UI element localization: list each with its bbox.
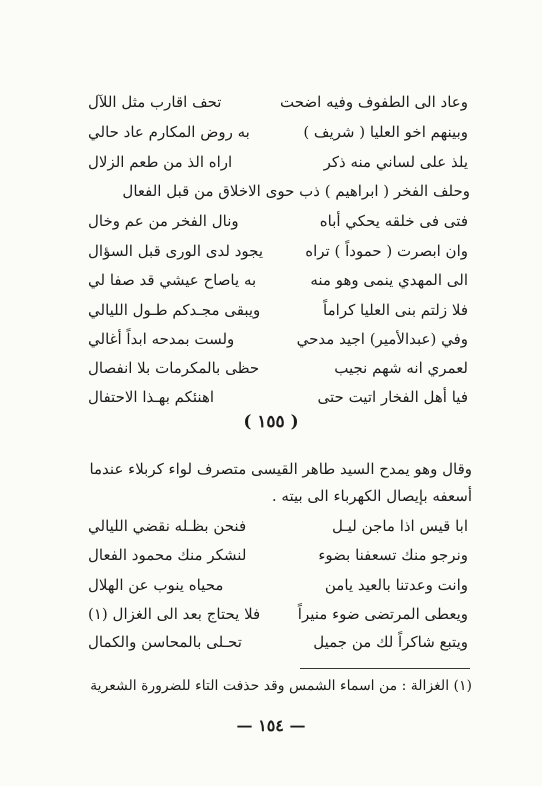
verse-second-hemistich: فنحن بظـله نقضي الليالي <box>88 517 247 535</box>
verse-line <box>88 88 468 116</box>
verse-second-hemistich: ويبقى مجـدكم طـول الليالي <box>88 301 261 319</box>
verse-first-hemistich: وان ابصرت ( حموداً ) تراه <box>305 242 468 260</box>
poem-number: ( ١٥٥ ) <box>243 412 299 432</box>
verse-first-hemistich: ابا قيس اذا ماجن ليـل <box>332 517 468 535</box>
verse-first-hemistich: ونرجو منك تسعفنا بضوء <box>318 546 468 564</box>
verse-second-hemistich: محياه ينوب عن الهلال <box>88 576 224 594</box>
intro-line: وقال وهو يمدح السيد طاهر القيسى متصرف لواء كربلاء عندما <box>89 460 472 478</box>
verse-first-hemistich: ويعطى المرتضى ضوء منيراً <box>297 605 468 623</box>
verse-second-hemistich: اهنئكم بهـذا الاحتفال <box>88 388 215 406</box>
footnote: (١) الغزالة : من اسماء الشمس وقد حذفت التاء للضرورة الشعرية <box>90 678 472 694</box>
verse-second-hemistich: يجود لدى الورى قبل السؤال <box>88 242 264 260</box>
intro-line: أسعفه بإيصال الكهرباء الى بيته . <box>271 487 472 505</box>
verse-line <box>88 512 468 540</box>
verse-first-hemistich: وانت وعدتنا بالعيد يامن <box>324 576 468 594</box>
verse-line <box>88 237 468 265</box>
verse-second-hemistich: تحف اقارب مثل اللآل <box>88 93 222 111</box>
verse-second-hemistich: به روض المكارم عاد حالي <box>88 123 250 141</box>
verse-second-hemistich: به ياصاح عيشي قد صفا لي <box>88 271 257 289</box>
verse-second-hemistich: لنشكر منك محمود الفعال <box>88 546 247 564</box>
verse-line <box>88 296 468 324</box>
verse-line <box>88 266 468 294</box>
verse-line <box>88 354 468 382</box>
verse-line <box>88 383 468 411</box>
verse-second-hemistich: ونال الفخر من عم وخال <box>88 212 239 230</box>
verse-line <box>88 541 468 569</box>
verse-second-hemistich: حظى بالمكرمات بلا انفصال <box>88 359 260 377</box>
verse-line <box>88 207 468 235</box>
verse-first-hemistich: وبينهم اخو العليا ( شريف ) <box>303 123 468 141</box>
verse-line <box>88 571 468 599</box>
verse-first-hemistich: يلذ على لساني منه ذكر <box>323 153 468 171</box>
verse-line <box>88 148 468 176</box>
page-number: — ١٥٤ — <box>236 716 306 735</box>
verse-first-hemistich: ويتبع شاكراً لك من جميل <box>313 633 468 651</box>
verse-second-hemistich: فلا يحتاج بعد الى الغزال (١) <box>88 605 261 623</box>
footnote-divider <box>300 668 470 669</box>
verse-line <box>88 325 468 353</box>
verse-full-line: وحلف الفخر ( ابراهيم ) ذب حوى الاخلاق من قبل الفعال <box>122 182 470 200</box>
verse-first-hemistich: فتى فى خلقه يحكي أباه <box>319 212 468 230</box>
verse-line <box>88 628 468 656</box>
verse-first-hemistich: وفي (عبدالأمير) اجيد مدحي <box>296 330 468 348</box>
verse-line <box>88 118 468 146</box>
verse-second-hemistich: ولست بمدحه ابداً أغالي <box>88 330 235 348</box>
verse-first-hemistich: فيا أهل الفخار اتيت حتى <box>317 388 468 406</box>
verse-line <box>74 177 470 205</box>
verse-first-hemistich: الى المهدي ينمى وهو منه <box>310 271 468 289</box>
verse-second-hemistich: اراه الذ من طعم الزلال <box>88 153 233 171</box>
verse-first-hemistich: فلا زلتم بنى العليا كراماً <box>323 301 468 319</box>
verse-first-hemistich: وعاد الى الطفوف وفيه اضحت <box>280 93 468 111</box>
verse-second-hemistich: تحـلى بالمحاسن والكمال <box>88 633 242 651</box>
verse-line <box>88 600 468 628</box>
verse-first-hemistich: لعمري انه شهم نجيب <box>334 359 468 377</box>
